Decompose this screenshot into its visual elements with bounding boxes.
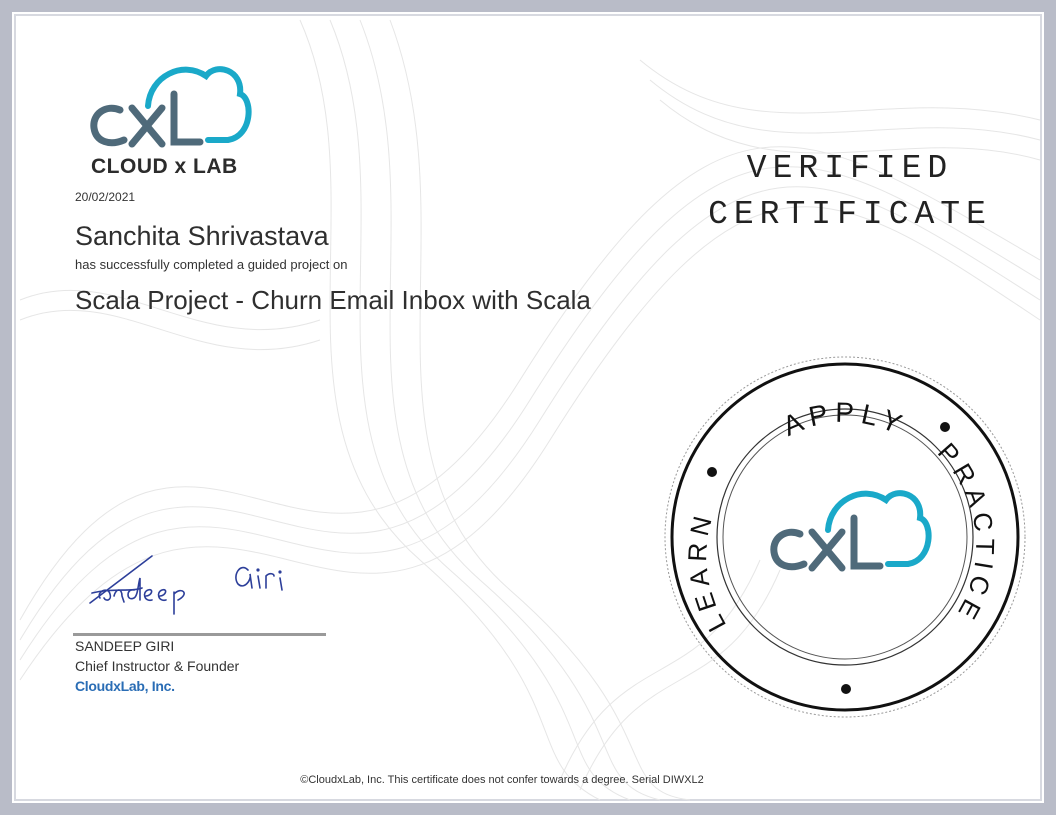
footer-text: ©CloudxLab, Inc. This certificate does not confer towards a degree. Serial DIWXL2	[300, 774, 704, 786]
logo-wordmark: CLOUD x LAB	[91, 155, 238, 178]
verified-certificate-heading	[700, 146, 1000, 238]
recipient-name: Sanchita Shrivastava	[75, 221, 329, 251]
seal-learn-text: LEARN	[682, 507, 732, 637]
seal-logo	[774, 493, 929, 568]
signature	[82, 548, 312, 618]
completion-statement: has successfully completed a guided project on	[75, 257, 348, 272]
signer-name: SANDEEP GIRI	[75, 638, 175, 654]
heading-line-2: CERTIFICATE	[708, 196, 992, 233]
signer-title: Chief Instructor & Founder	[75, 658, 240, 674]
signature-line	[73, 633, 326, 636]
project-title: Scala Project - Churn Email Inbox with Scala	[75, 285, 591, 315]
seal-apply-text: APPLY	[778, 396, 912, 442]
issue-date: 20/02/2021	[75, 190, 136, 204]
footer-disclaimer	[0, 774, 804, 786]
seal-dot	[940, 422, 950, 432]
seal-practice-text: PRACTICE	[932, 436, 1001, 630]
apply-practice-learn-seal	[660, 352, 1030, 722]
seal-dot	[841, 684, 851, 694]
signer-organization: CloudxLab, Inc.	[75, 678, 175, 694]
seal-dot	[707, 467, 717, 477]
heading-line-1: VERIFIED	[746, 150, 954, 187]
